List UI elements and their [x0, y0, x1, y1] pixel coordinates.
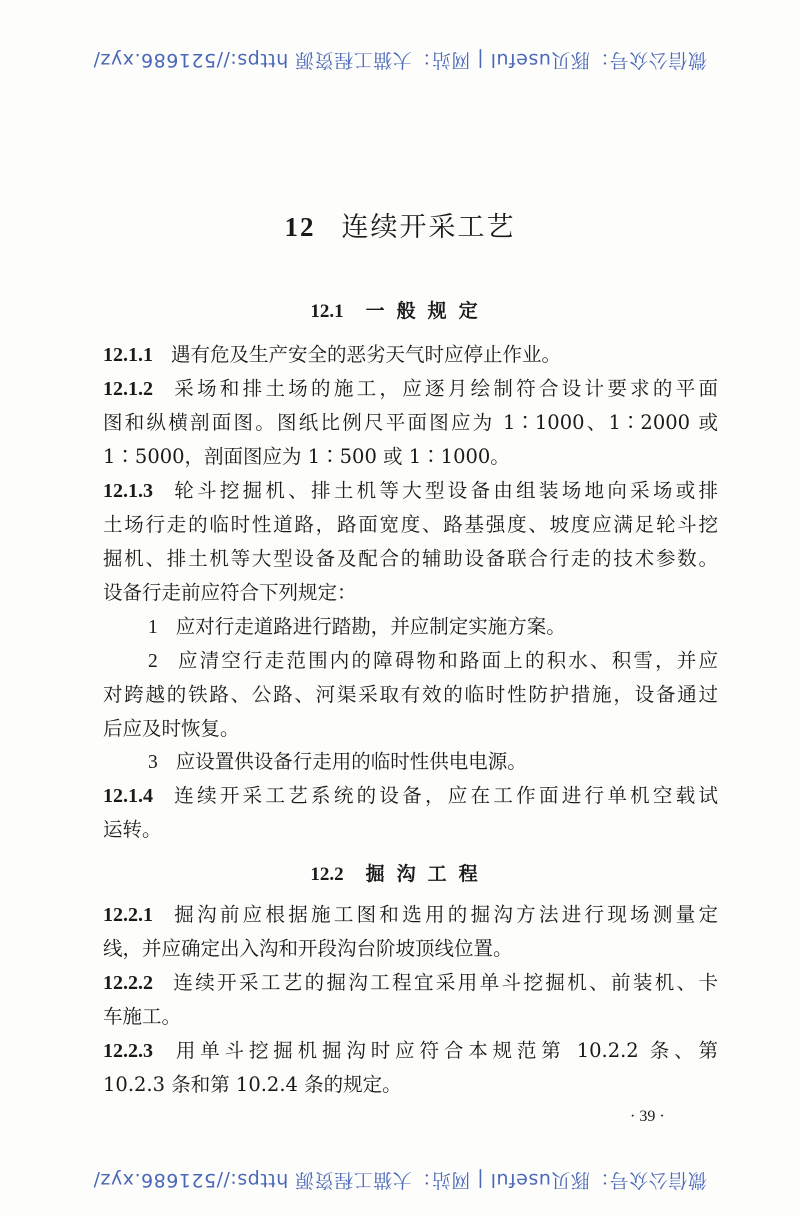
paragraph-line	[103, 1034, 718, 1068]
paragraph-line	[103, 966, 718, 1000]
paragraph-line	[103, 338, 718, 372]
paragraph-line	[103, 508, 718, 542]
line-text: 1∶5000，剖面图应为 1∶500 或 1∶1000。	[103, 445, 510, 468]
paragraph-line	[103, 779, 718, 813]
section-heading	[0, 859, 800, 886]
paragraph-line	[148, 745, 718, 779]
line-text: 连续开采工艺系统的设备，应在工作面进行单机空载试	[171, 784, 718, 807]
paragraph-line	[103, 678, 718, 712]
chapter-title	[0, 205, 800, 244]
item-number: 1	[148, 617, 158, 638]
line-text: 应对行走道路进行踏勘，并应制定实施方案。	[175, 615, 566, 638]
paragraph-line	[148, 610, 718, 644]
item-number: 3	[148, 752, 158, 773]
paragraph-line	[103, 932, 718, 966]
item-number: 2	[148, 651, 158, 672]
section-heading	[0, 296, 800, 323]
line-text: 遇有危及生产安全的恶劣天气时应停止作业。	[171, 343, 562, 366]
watermark-bottom: 微信公众号：豚贝useful | 网站：大猫工程资源 https://521686.xyz/	[93, 1169, 707, 1191]
clause-number: 12.2.1	[103, 904, 153, 926]
section-title: 一般规定	[365, 300, 490, 322]
line-text: 10.2.3 条和第 10.2.4 条的规定。	[103, 1073, 402, 1096]
paragraph-line	[103, 542, 718, 576]
section-number: 12.2	[310, 864, 344, 885]
paragraph-line	[148, 644, 718, 678]
line-text: 用单斗挖掘机掘沟时应符合本规范第 10.2.2 条、第	[171, 1039, 718, 1062]
clause-number: 12.1.1	[103, 344, 153, 366]
line-text: 应清空行走范围内的障碍物和路面上的积水、积雪，并应	[175, 649, 718, 672]
paragraph-line	[103, 372, 718, 406]
paragraph-line	[103, 1000, 718, 1034]
clause-number: 12.2.3	[103, 1040, 153, 1062]
paragraph-line	[103, 474, 718, 508]
line-text: 土场行走的临时性道路，路面宽度、路基强度、坡度应满足轮斗挖	[103, 513, 718, 536]
section-title: 掘沟工程	[365, 863, 490, 885]
line-text: 图和纵横剖面图。图纸比例尺平面图应为 1∶1000、1∶2000 或	[103, 411, 718, 434]
paragraph-line	[103, 406, 718, 440]
line-text: 采场和排土场的施工，应逐月绘制符合设计要求的平面	[171, 377, 718, 400]
line-text: 车施工。	[103, 1005, 182, 1028]
line-text: 设备行走前应符合下列规定：	[103, 581, 357, 604]
line-text: 轮斗挖掘机、排土机等大型设备由组装场地向采场或排	[171, 479, 718, 502]
clause-number: 12.1.2	[103, 378, 153, 400]
line-text: 连续开采工艺的掘沟工程宜采用单斗挖掘机、前装机、卡	[171, 971, 718, 994]
paragraph-line	[103, 576, 718, 610]
clause-number: 12.1.4	[103, 785, 153, 807]
line-text: 后应及时恢复。	[103, 717, 240, 740]
chapter-number: 12	[284, 212, 316, 242]
line-text: 掘沟前应根据施工图和选用的掘沟方法进行现场测量定	[171, 903, 718, 926]
line-text: 掘机、排土机等大型设备及配合的辅助设备联合行走的技术参数。	[103, 547, 718, 570]
clause-number: 12.1.3	[103, 480, 153, 502]
page-number: · 39 ·	[630, 1108, 665, 1125]
clause-number: 12.2.2	[103, 972, 153, 994]
paragraph-line	[103, 898, 718, 932]
paragraph-line	[103, 712, 718, 746]
paragraph-line	[103, 1068, 718, 1102]
watermark-top: 微信公众号：豚贝useful | 网站：大猫工程资源 https://521686.xyz/	[93, 49, 707, 71]
paragraph-line	[103, 813, 718, 847]
chapter-title-text: 连续开采工艺	[341, 212, 516, 243]
paragraph-line	[103, 440, 718, 474]
line-text: 对跨越的铁路、公路、河渠采取有效的临时性防护措施，设备通过	[103, 683, 718, 706]
line-text: 应设置供设备行走用的临时性供电电源。	[175, 750, 527, 773]
line-text: 线，并应确定出入沟和开段沟台阶坡顶线位置。	[103, 937, 513, 960]
section-number: 12.1	[310, 301, 344, 322]
line-text: 运转。	[103, 818, 162, 841]
